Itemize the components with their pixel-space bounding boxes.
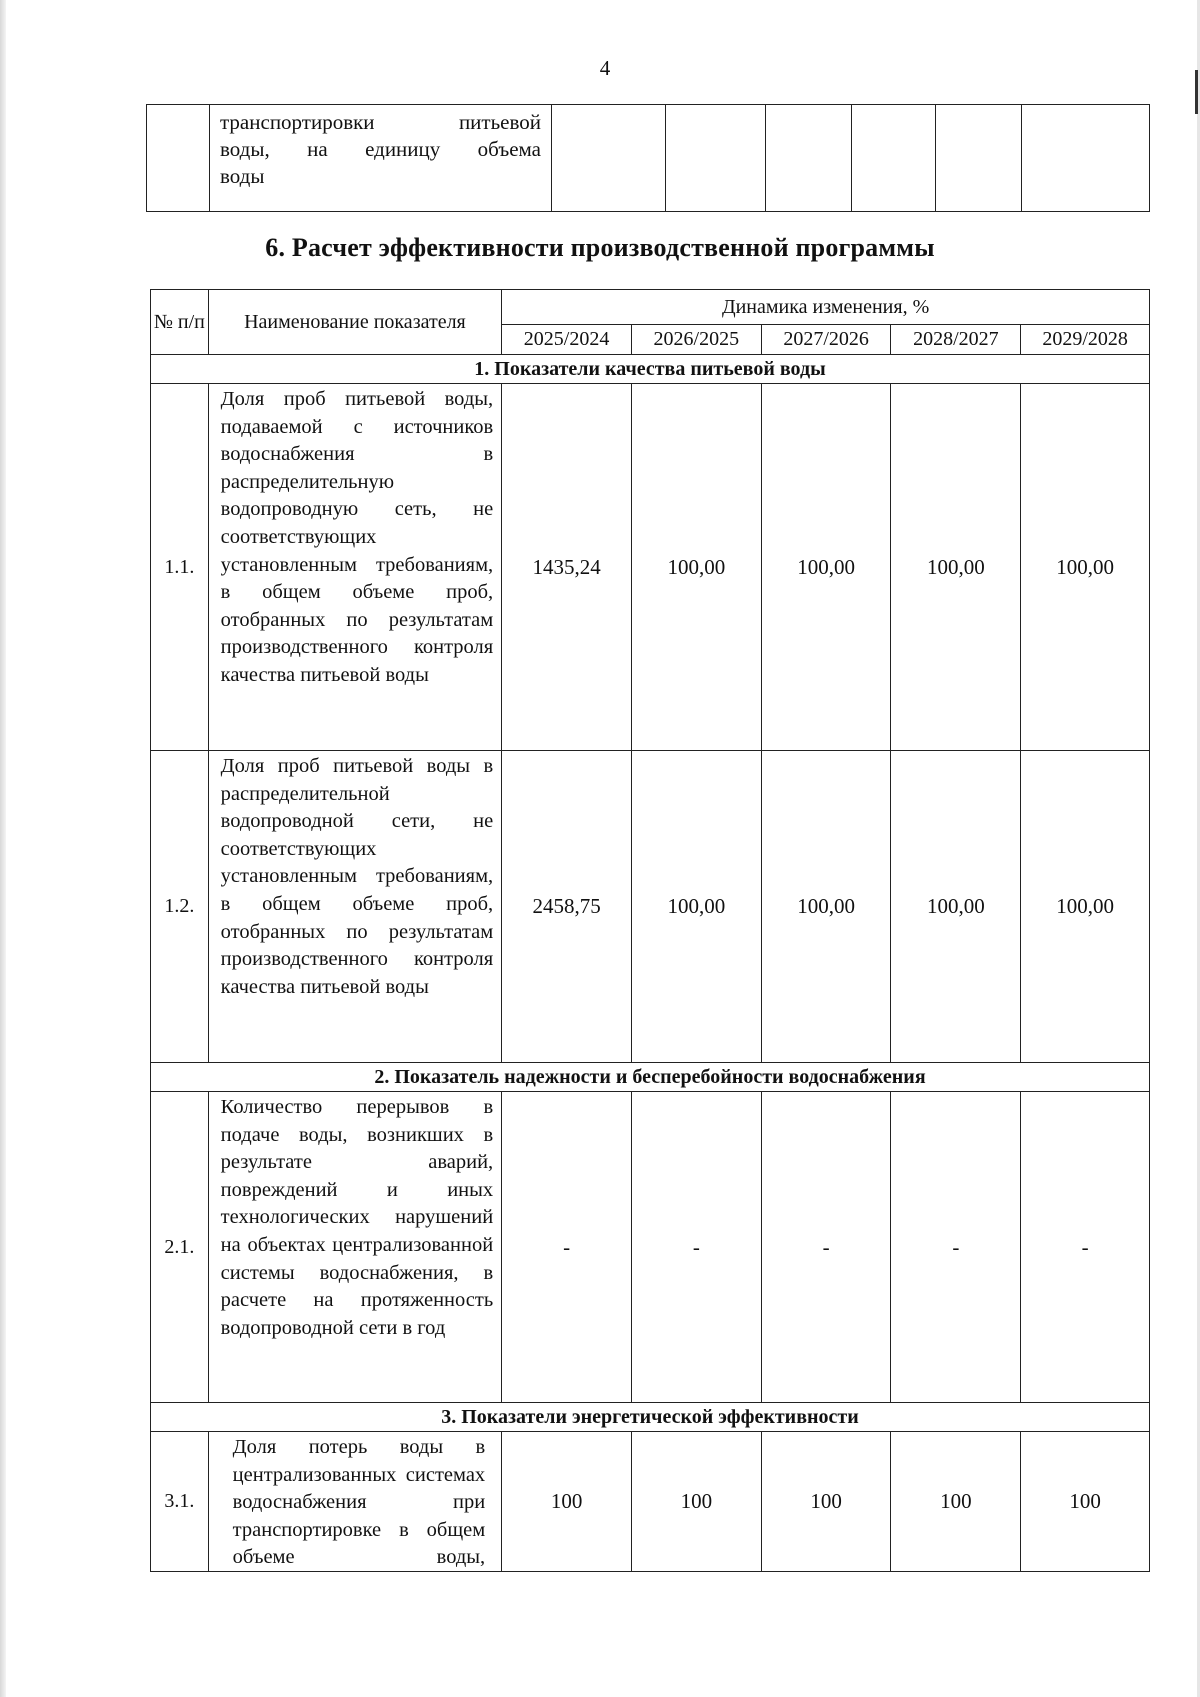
fragment-value-cell bbox=[852, 105, 936, 212]
header-name: Наименование показателя bbox=[208, 290, 502, 355]
group-row bbox=[151, 1063, 1150, 1092]
indicator-name-cell bbox=[208, 1432, 502, 1572]
group-row bbox=[151, 355, 1150, 384]
indicator-name: Доля проб питьевой воды, подаваемой с источников водоснабжения в распределительную водопроводную сеть, не соответствующих установленным требованиям, в общем объеме проб, отобранных по результатам производственного контроля качества питьевой воды bbox=[208, 384, 502, 751]
value-cell: 100 bbox=[631, 1432, 761, 1572]
fragment-line: воды bbox=[220, 164, 265, 188]
header-year: 2027/2026 bbox=[761, 325, 891, 355]
value-cell: - bbox=[891, 1092, 1021, 1403]
value-cell: 100,00 bbox=[1021, 384, 1150, 751]
group-title: 3. Показатели энергетической эффективности bbox=[151, 1403, 1150, 1432]
fragment-value-cell bbox=[936, 105, 1022, 212]
table-row bbox=[151, 751, 1150, 1063]
value-cell: 100 bbox=[502, 1432, 632, 1572]
fragment-value-cell bbox=[666, 105, 766, 212]
value-cell: 100,00 bbox=[891, 384, 1021, 751]
fragment-value-cell bbox=[1022, 105, 1150, 212]
value-cell: - bbox=[631, 1092, 761, 1403]
indicator-name: Доля проб питьевой воды в распределительной водопроводной сети, не соответствующих установленным требованиям, в общем объеме проб, отобранных по результатам производственного контроля качества питьевой воды bbox=[208, 751, 502, 1063]
group-title: 1. Показатели качества питьевой воды bbox=[151, 355, 1150, 384]
header-year: 2025/2024 bbox=[502, 325, 632, 355]
value-cell: - bbox=[761, 1092, 891, 1403]
value-cell: 100,00 bbox=[631, 384, 761, 751]
header-year: 2026/2025 bbox=[631, 325, 761, 355]
value-cell: 100,00 bbox=[761, 384, 891, 751]
row-number: 1.1. bbox=[151, 384, 209, 751]
value-cell: 100,00 bbox=[631, 751, 761, 1063]
page-number: 4 bbox=[599, 56, 611, 80]
fragment-num-cell bbox=[147, 105, 210, 212]
section-title: 6. Расчет эффективности производственной программы bbox=[265, 233, 935, 262]
value-cell: 100,00 bbox=[1021, 751, 1150, 1063]
fragment-text-cell bbox=[210, 105, 552, 212]
table-row bbox=[151, 1432, 1150, 1572]
value-cell: - bbox=[502, 1092, 632, 1403]
value-cell: 100 bbox=[891, 1432, 1021, 1572]
table-row bbox=[151, 1092, 1150, 1403]
value-cell: 100,00 bbox=[891, 751, 1021, 1063]
group-row bbox=[151, 1403, 1150, 1432]
fragment-row bbox=[147, 105, 1150, 212]
previous-table-fragment bbox=[146, 104, 1150, 212]
row-number: 2.1. bbox=[151, 1092, 209, 1403]
table-row bbox=[151, 384, 1150, 751]
row-number: 3.1. bbox=[151, 1432, 209, 1572]
header-dynamics: Динамика изменения, % bbox=[502, 290, 1150, 325]
header-year: 2028/2027 bbox=[891, 325, 1021, 355]
value-cell: 100,00 bbox=[761, 751, 891, 1063]
value-cell: - bbox=[1021, 1092, 1150, 1403]
efficiency-table bbox=[150, 289, 1150, 1572]
value-cell: 2458,75 bbox=[502, 751, 632, 1063]
group-title: 2. Показатель надежности и бесперебойности водоснабжения bbox=[151, 1063, 1150, 1092]
scan-margin-mark bbox=[1195, 70, 1198, 114]
fragment-value-cell bbox=[552, 105, 666, 212]
fragment-line: воды, на единицу объема bbox=[220, 137, 541, 161]
header-num: № п/п bbox=[151, 290, 209, 355]
header-year: 2029/2028 bbox=[1021, 325, 1150, 355]
fragment-value-cell bbox=[766, 105, 852, 212]
value-cell: 1435,24 bbox=[502, 384, 632, 751]
header-row-1 bbox=[151, 290, 1150, 325]
indicator-name: Количество перерывов в подаче воды, возникших в результате аварий, повреждений и иных технологических нарушений на объектах централизованной системы водоснабжения, в расчете на протяженность водопроводной сети в год bbox=[208, 1092, 502, 1403]
row-number: 1.2. bbox=[151, 751, 209, 1063]
value-cell: 100 bbox=[1021, 1432, 1150, 1572]
value-cell: 100 bbox=[761, 1432, 891, 1572]
indicator-name: Доля потерь воды в централизованных системах водоснабжения при транспортировке в общем объеме воды, bbox=[232, 1436, 486, 1569]
fragment-line: транспортировки питьевой bbox=[220, 110, 541, 134]
